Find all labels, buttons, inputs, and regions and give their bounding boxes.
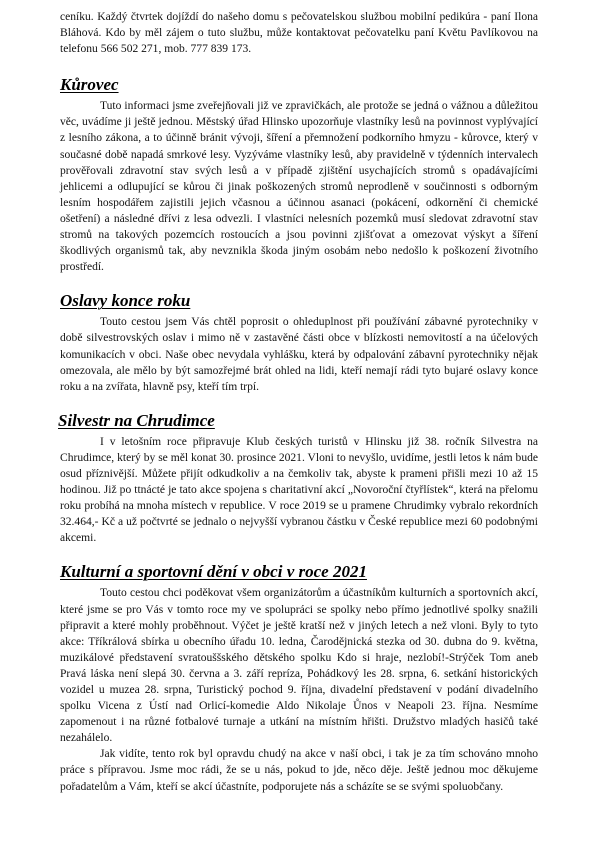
section-heading-kurovec: Kůrovec [60, 75, 119, 95]
section-heading-silvestr: Silvestr na Chrudimce [58, 410, 215, 430]
newsletter-page [60, 9, 538, 795]
section-paragraph-kulturni-1: Touto cestou chci poděkovat všem organizátorům a účastníkům kulturních a sportovních akcí, které jsme se pro Vás v tomto roce my ve spolupráci se spolky nebo přímo jednotlivé spolky snažili připravit a které mohly proběhnout. Výčet je ještě kratší než v jiných letech a než vloni. Byly to tyto akce: Tříkrálová sbírka u obecního úřadu 10. ledna, Čarodějnická stezka od 30. dubna do 9. května, muzikálové představení svratouššského dětského spolku Kdo si hraje, nezlobí!-Strýček Tom aneb Pravá láska není slepá 30. června a 3. září repríza, Pohádkový les 28. srpna, 6. setkání historických vozidel u muzea 28. srpna, Turistický pochod 9. října, divadelní představení v podání divadelního spolku Vicena z Ústí nad Orlicí-komedie Aldo Nikolaje Ůnos v Neapoli 23. října. Nesmíme zapomenout i na různé fotbalové turnaje a utkání na místním hřišti. Družstvo mladých hasičů také nezahálelo. [60, 587, 538, 745]
intro-paragraph: ceníku. Každý čtvrtek dojíždí do našeho domu s pečovatelskou službou mobilní pedikúra - paní Ilona Bláhová. Kdo by měl zájem o tuto službu, může kontaktovat pečovatelku paní Květu Pavlíkovou na telefonu 566 502 271, mob. 777 839 173. [60, 11, 538, 56]
section-heading-oslavy: Oslavy konce roku [60, 291, 191, 311]
section-paragraph-oslavy: Touto cestou jsem Vás chtěl poprosit o ohleduplnost při používání zábavné pyrotechniky v době silvestrovských oslav i mimo ně v zastavěné části obce v blízkosti nemovitostí a na účelových komunikacích v obci. Naše obec nevydala vyhlášku, která by odpalování zábavní pyrotechniky nějak omezovala, ale mělo by být samozřejmé brát ohled na lidi, kteří nemají rádi tyto bujaré oslavy konce roku a na zvířata, hlavně psy, kteří tím trpí. [60, 316, 538, 393]
section-paragraph-silvestr: I v letošním roce připravuje Klub českých turistů v Hlinsku již 38. ročník Silvestra na Chrudimce, který by se měl konat 30. prosince 2021. Vloni to nevyšlo, uvidíme, jestli letos k nám bude osud příznivější. Můžete přijít odkudkoliv a na čemkoliv tak, abyste k prameni přišli mezi 10 až 15 hodinou. Již po ttnácté je tato akce spojena s charitativní akcí „Novoroční čtyřlístek“, která na přelomu roku probíhá na mnoha místech v republice. V roce 2019 se u pramene Chrudimky vybralo rekordních 32.464,- Kč a už počtvrté se jednalo o nejvyšší vybranou částku v České republice mezi 60 podobnými akcemi. [60, 435, 538, 545]
section-paragraph-kulturni-2: Jak vidíte, tento rok byl opravdu chudý na akce v naší obci, i tak je za tím schováno mnoho práce s přípravou. Jsme moc rádi, že se u nás, pokud to jde, něco děje. Ještě jednou moc děkujeme pořadatelům a Vám, kteří se akcí účastníte, podporujete nás a scházíte se se svými spoluobčany. [60, 748, 538, 793]
section-paragraph-kurovec: Tuto informaci jsme zveřejňovali již ve zpravičkách, ale protože se jedná o vážnou a důležitou věc, uvádíme ji ještě jednou. Městský úřad Hlinsko upozorňuje vlastníky lesů na povinnost vyplývající z lesního zákona, a to účinně bránit vývoji, šíření a přemnožení podkorního hmyzu - kůrovce, který v současné době napadá smrkové lesy. Vyzýváme vlastníky lesů, aby pravidelně v týdenních intervalech prověřovali zdravotní stav svých lesů a v případě zjištění usychajících stromů s opadávajícími jehlicemi a odlupující se kůrou či jinak poškozených stromů neprodleně v součinnosti s odborným lesním hospodářem zajistili jejich včasnou a účinnou asanaci (pokácení, odkornění či chemické ošetření) a následné dřívi z lesa odvezli. I vlastníci nelesních pozemků musí sledovat zdravotní stav stromů na takových pozemcích rostoucích a jsou povinni zjišťovat a omezovat výskyt a šíření škodlivých organismů tak, aby nevznikla škoda jiným osobám nebo nedošlo k poškození životního prostředí. [60, 100, 538, 274]
section-heading-kulturni: Kulturní a sportovní dění v obci v roce 2021 [60, 562, 367, 582]
